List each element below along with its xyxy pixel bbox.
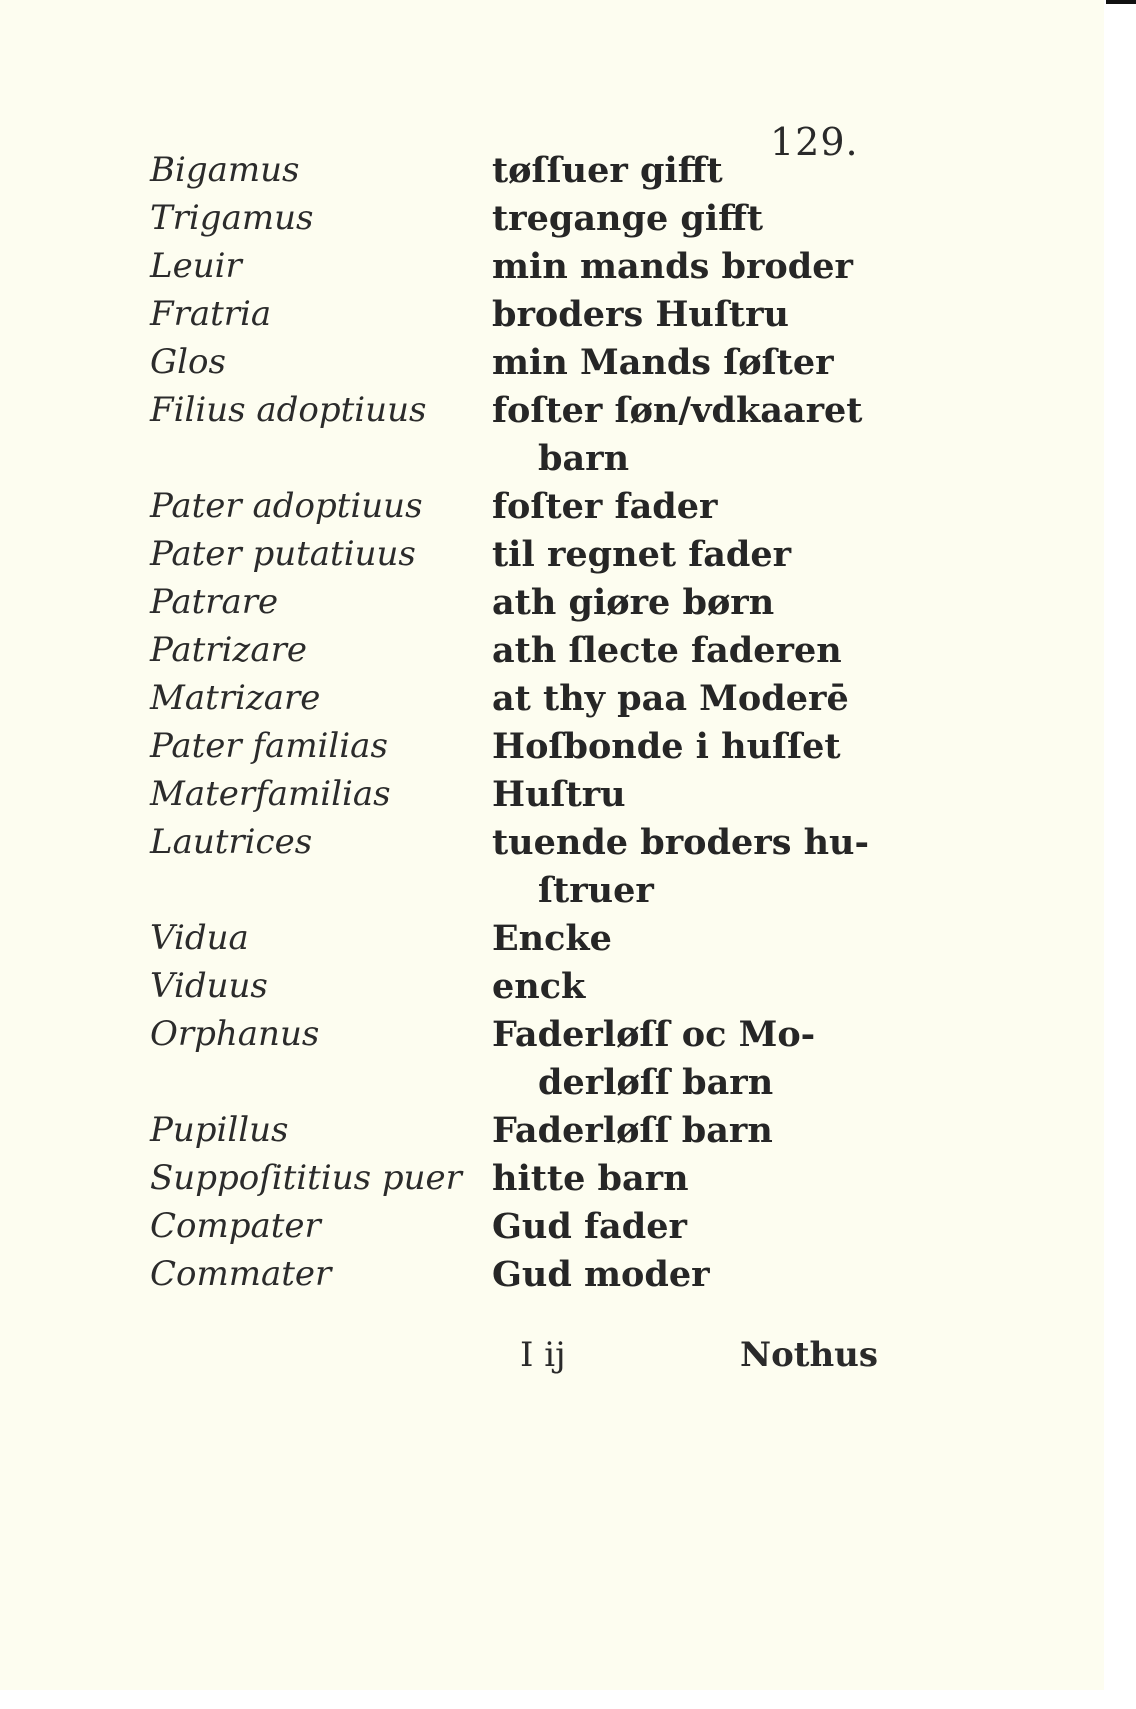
glossary-entry: [0, 630, 1104, 678]
glossary-entry: [0, 486, 1104, 534]
latin-term: Orphanus: [150, 1014, 320, 1054]
danish-gloss: til regnet fader: [492, 534, 792, 575]
glossary-entry: [0, 390, 1104, 486]
danish-gloss: broders Huſtru: [492, 294, 789, 335]
latin-term: Patrizare: [150, 630, 307, 670]
latin-term: Glos: [150, 342, 226, 382]
latin-term: Materfamilias: [150, 774, 391, 814]
glossary-entry: [0, 1206, 1104, 1254]
glossary-entry: [0, 342, 1104, 390]
glossary-entry: [0, 678, 1104, 726]
danish-gloss: Gud fader: [492, 1206, 687, 1247]
danish-gloss: min mands broder: [492, 246, 853, 287]
glossary-entry: [0, 294, 1104, 342]
latin-term: Bigamus: [150, 150, 300, 190]
danish-gloss: at thy paa Moderē: [492, 678, 849, 719]
glossary-entry: [0, 774, 1104, 822]
scan-edge-mark: [1106, 0, 1136, 4]
latin-term: Commater: [150, 1254, 332, 1294]
glossary-entry: [0, 1014, 1104, 1110]
latin-term: Vidua: [150, 918, 249, 958]
glossary-entry: [0, 1110, 1104, 1158]
catchword: Nothus: [740, 1335, 879, 1375]
danish-gloss-continuation: barn: [538, 438, 630, 479]
danish-gloss: foſter fader: [492, 486, 718, 527]
latin-term: Filius adoptiuus: [150, 390, 427, 430]
danish-gloss-continuation: ſtruer: [538, 870, 654, 911]
latin-term: Pupillus: [150, 1110, 289, 1150]
danish-gloss: Huſtru: [492, 774, 626, 815]
danish-gloss-continuation: derløſſ barn: [538, 1062, 774, 1103]
latin-term: Trigamus: [150, 198, 314, 238]
latin-term: Pater adoptiuus: [150, 486, 423, 526]
danish-gloss: min Mands ſøſter: [492, 342, 834, 383]
latin-term: Pater familias: [150, 726, 388, 766]
glossary-entry: [0, 150, 1104, 198]
danish-gloss: foſter ſøn/vdkaaret: [492, 390, 863, 431]
latin-term: Leuir: [150, 246, 242, 286]
glossary-entry: [0, 726, 1104, 774]
glossary-entry: [0, 582, 1104, 630]
page-number: 129.: [770, 120, 859, 164]
latin-term: Matrizare: [150, 678, 321, 718]
glossary-entry: [0, 198, 1104, 246]
latin-term: Fratria: [150, 294, 272, 334]
danish-gloss: hitte barn: [492, 1158, 689, 1199]
glossary-entry: [0, 246, 1104, 294]
glossary-entry: [0, 918, 1104, 966]
danish-gloss: Faderløſſ barn: [492, 1110, 773, 1151]
latin-term: Patrare: [150, 582, 279, 622]
danish-gloss: ath giøre børn: [492, 582, 775, 623]
latin-term: Viduus: [150, 966, 268, 1006]
danish-gloss: Gud moder: [492, 1254, 710, 1295]
danish-gloss: Hoſbonde i huſſet: [492, 726, 841, 767]
danish-gloss: enck: [492, 966, 586, 1007]
danish-gloss: tuende broders hu-: [492, 822, 870, 863]
danish-gloss: tøſſuer gifft: [492, 150, 723, 191]
glossary-entry: [0, 1158, 1104, 1206]
danish-gloss: Encke: [492, 918, 612, 959]
latin-term: Suppoſititius puer: [150, 1158, 462, 1198]
signature-mark: I ij: [520, 1335, 566, 1375]
glossary-entry: [0, 966, 1104, 1014]
glossary-entry: [0, 534, 1104, 582]
latin-term: Lautrices: [150, 822, 313, 862]
latin-term: Pater putatiuus: [150, 534, 416, 574]
latin-term: Compater: [150, 1206, 321, 1246]
glossary-entry: [0, 822, 1104, 918]
danish-gloss: tregange gifft: [492, 198, 764, 239]
glossary-entry: [0, 1254, 1104, 1302]
danish-gloss: Faderløſſ oc Mo-: [492, 1014, 816, 1055]
danish-gloss: ath ſlecte faderen: [492, 630, 842, 671]
